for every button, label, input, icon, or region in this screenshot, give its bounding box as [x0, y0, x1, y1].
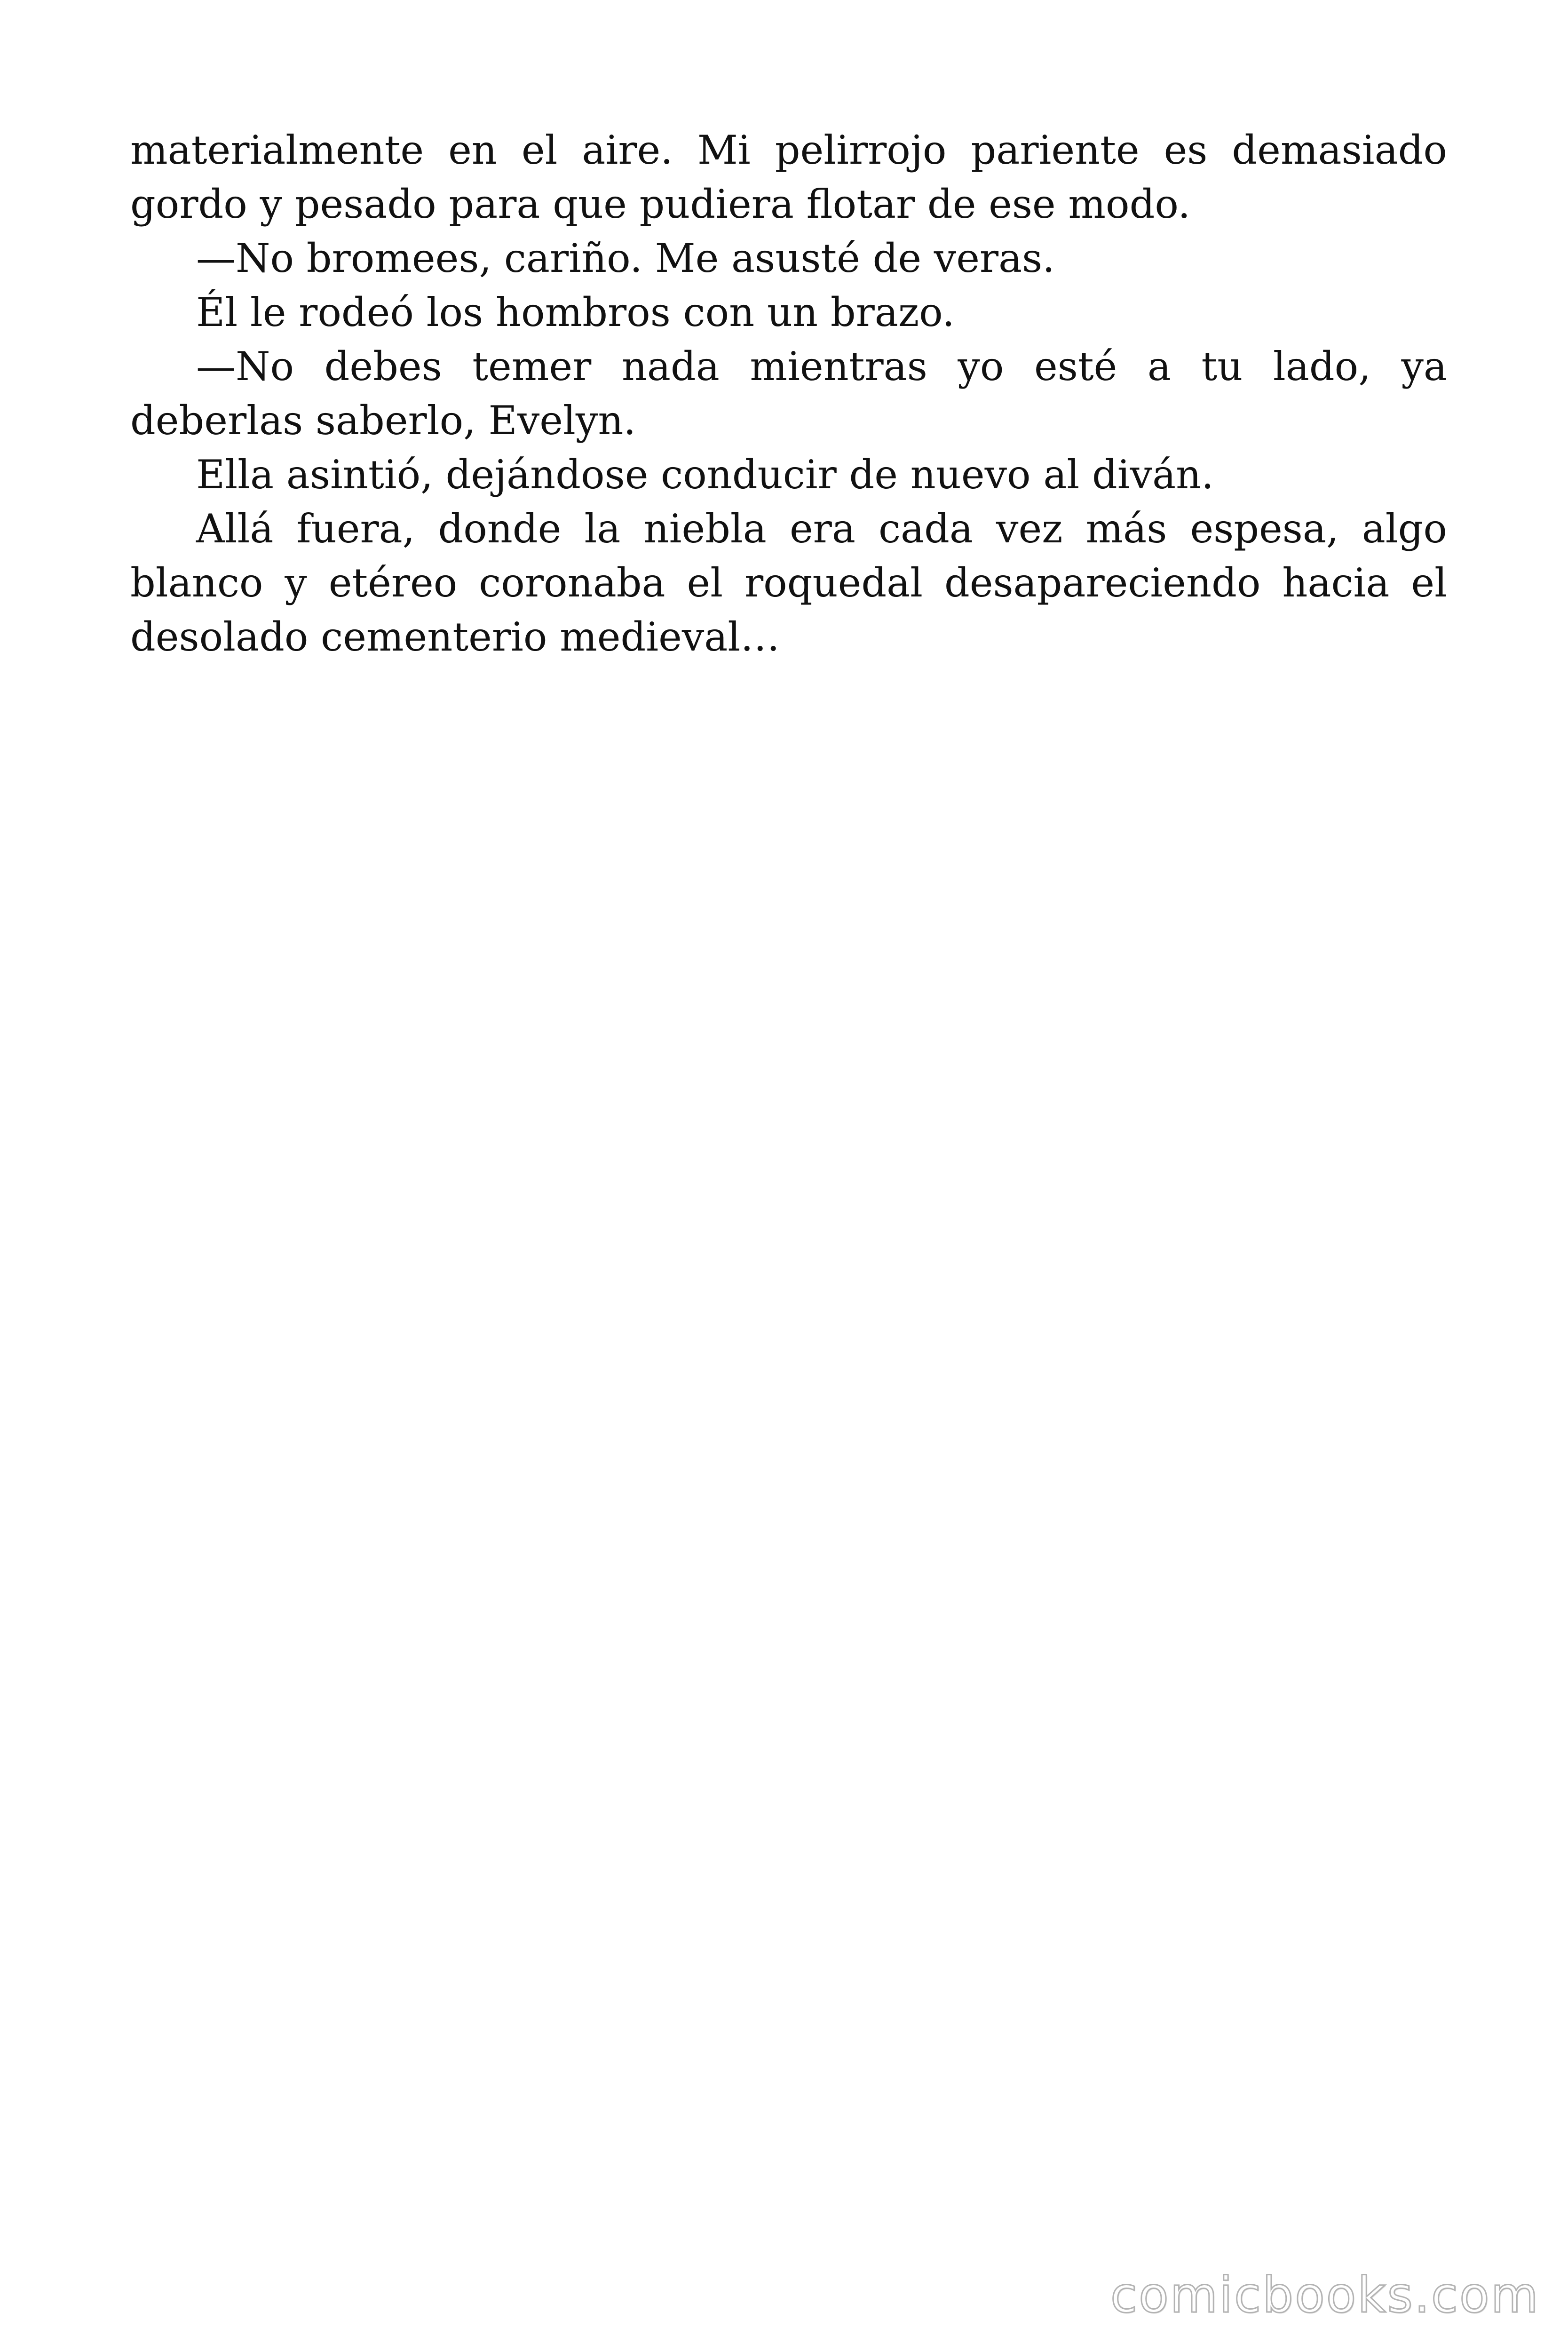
- paragraph-3: Él le rodeó los hombros con un brazo.: [196, 289, 955, 335]
- page-body: [130, 123, 1447, 664]
- paragraph-4: —No debes temer nada mientras yo esté a tu lado, ya deberlas saberlo, Evelyn.: [130, 343, 1447, 444]
- paragraph-2: —No bromees, cariño. Me asusté de veras.: [196, 235, 1055, 281]
- paragraph-1: materialmente en el aire. Mi pelirrojo pariente es demasiado gordo y pesado para que pudiera flotar de ese modo.: [130, 127, 1447, 227]
- watermark: comicbooks.com: [1110, 2266, 1540, 2324]
- paragraph-6: Allá fuera, donde la niebla era cada vez más espesa, algo blanco y etéreo coronaba el roquedal desapareciendo hacia el desolado cementerio medieval…: [130, 506, 1447, 660]
- paragraph-5: Ella asintió, dejándose conducir de nuevo al diván.: [196, 452, 1214, 498]
